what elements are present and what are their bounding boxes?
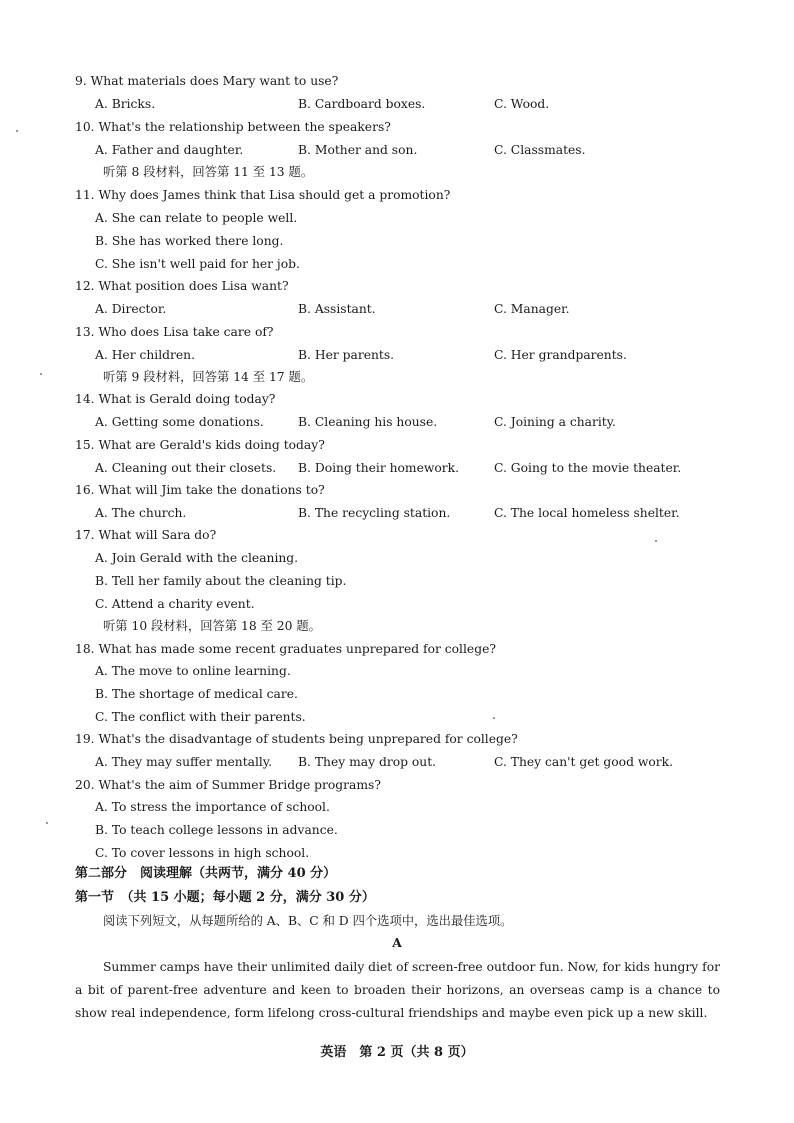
part-2-title: 第二部分 阅读理解（共两节，满分 40 分） bbox=[75, 866, 337, 881]
question-20-option-b: B. To teach college lessons in advance. bbox=[95, 823, 338, 837]
option-a: A. They may suffer mentally. bbox=[95, 755, 273, 769]
option-c: C. The local homeless shelter. bbox=[494, 506, 680, 520]
question-11-option-a: A. She can relate to people well. bbox=[95, 211, 298, 225]
option-c: C. Manager. bbox=[494, 302, 570, 316]
question-11-option-c: C. She isn't well paid for her job. bbox=[95, 257, 300, 271]
option-a: A. Her children. bbox=[95, 348, 196, 362]
passage-label: A bbox=[392, 935, 402, 950]
option-a: A. Getting some donations. bbox=[95, 415, 264, 429]
question-13-stem: 13. Who does Lisa take care of? bbox=[75, 325, 274, 339]
question-10-options bbox=[95, 142, 586, 158]
question-9-stem: 9. What materials does Mary want to use? bbox=[75, 74, 339, 88]
question-17-option-c: C. Attend a charity event. bbox=[95, 597, 255, 611]
scan-speck bbox=[46, 822, 48, 824]
listening-instruction-10: 听第 10 段材料，回答第 18 至 20 题。 bbox=[103, 619, 321, 633]
question-11-option-b: B. She has worked there long. bbox=[95, 234, 284, 248]
option-a: A. Cleaning out their closets. bbox=[95, 461, 277, 475]
option-b: B. Assistant. bbox=[298, 302, 376, 316]
option-b: B. The recycling station. bbox=[298, 506, 451, 520]
question-15-options bbox=[95, 460, 682, 476]
listening-instruction-9: 听第 9 段材料，回答第 14 至 17 题。 bbox=[103, 370, 314, 384]
option-c: C. Joining a charity. bbox=[494, 415, 616, 429]
question-14-options bbox=[95, 414, 616, 430]
question-11-stem: 11. Why does James think that Lisa should get a promotion? bbox=[75, 188, 451, 202]
option-c: C. Wood. bbox=[494, 97, 550, 111]
option-a: A. The church. bbox=[95, 506, 187, 520]
listening-instruction-8: 听第 8 段材料，回答第 11 至 13 题。 bbox=[103, 165, 314, 179]
option-a: A. Director. bbox=[95, 302, 167, 316]
option-b: B. Cleaning his house. bbox=[298, 415, 438, 429]
option-c: C. Going to the movie theater. bbox=[494, 461, 682, 475]
question-18-option-b: B. The shortage of medical care. bbox=[95, 687, 298, 701]
option-b: B. Her parents. bbox=[298, 348, 395, 362]
scan-speck bbox=[493, 717, 495, 719]
question-18-stem: 18. What has made some recent graduates unprepared for college? bbox=[75, 642, 496, 656]
section-1-title: 第一节 （共 15 小题；每小题 2 分，满分 30 分） bbox=[75, 890, 375, 905]
option-c: C. Classmates. bbox=[494, 143, 586, 157]
question-12-stem: 12. What position does Lisa want? bbox=[75, 279, 289, 293]
option-b: B. Cardboard boxes. bbox=[298, 97, 426, 111]
passage-a-paragraph: Summer camps have their unlimited daily diet of screen-free outdoor fun. Now, for kids hungry for a bit of parent-free adventure and keen to broaden their horizons, an overseas camp is a chance to show real independence, form lifelong cross-cultural friendships and maybe even pick up a new skill. bbox=[75, 960, 720, 1020]
question-20-option-c: C. To cover lessons in high school. bbox=[95, 846, 310, 860]
question-17-stem: 17. What will Sara do? bbox=[75, 528, 217, 542]
option-b: B. Mother and son. bbox=[298, 143, 418, 157]
scan-speck bbox=[655, 540, 657, 542]
option-a: A. Father and daughter. bbox=[95, 143, 244, 157]
question-13-options bbox=[95, 347, 627, 363]
question-19-stem: 19. What's the disadvantage of students being unprepared for college? bbox=[75, 732, 518, 746]
scan-speck bbox=[16, 130, 18, 132]
question-14-stem: 14. What is Gerald doing today? bbox=[75, 392, 276, 406]
question-17-option-b: B. Tell her family about the cleaning tip. bbox=[95, 574, 347, 588]
question-19-options bbox=[95, 754, 674, 770]
question-15-stem: 15. What are Gerald's kids doing today? bbox=[75, 438, 325, 452]
option-b: B. Doing their homework. bbox=[298, 461, 460, 475]
question-16-options bbox=[95, 505, 680, 521]
option-c: C. They can't get good work. bbox=[494, 755, 674, 769]
option-b: B. They may drop out. bbox=[298, 755, 437, 769]
option-a: A. Bricks. bbox=[95, 97, 156, 111]
question-20-option-a: A. To stress the importance of school. bbox=[95, 800, 330, 814]
question-17-option-a: A. Join Gerald with the cleaning. bbox=[95, 551, 299, 565]
question-18-option-c: C. The conflict with their parents. bbox=[95, 710, 306, 724]
page-footer: 英语 第 2 页（共 8 页） bbox=[320, 1045, 474, 1060]
question-20-stem: 20. What's the aim of Summer Bridge programs? bbox=[75, 778, 381, 792]
question-12-options bbox=[95, 301, 570, 317]
reading-instruction: 阅读下列短文，从每题所给的 A、B、C 和 D 四个选项中，选出最佳选项。 bbox=[103, 914, 513, 928]
scan-speck bbox=[40, 373, 42, 375]
question-9-options bbox=[95, 96, 550, 112]
question-16-stem: 16. What will Jim take the donations to? bbox=[75, 483, 325, 497]
question-10-stem: 10. What's the relationship between the speakers? bbox=[75, 120, 391, 134]
question-18-option-a: A. The move to online learning. bbox=[95, 664, 291, 678]
option-c: C. Her grandparents. bbox=[494, 348, 627, 362]
